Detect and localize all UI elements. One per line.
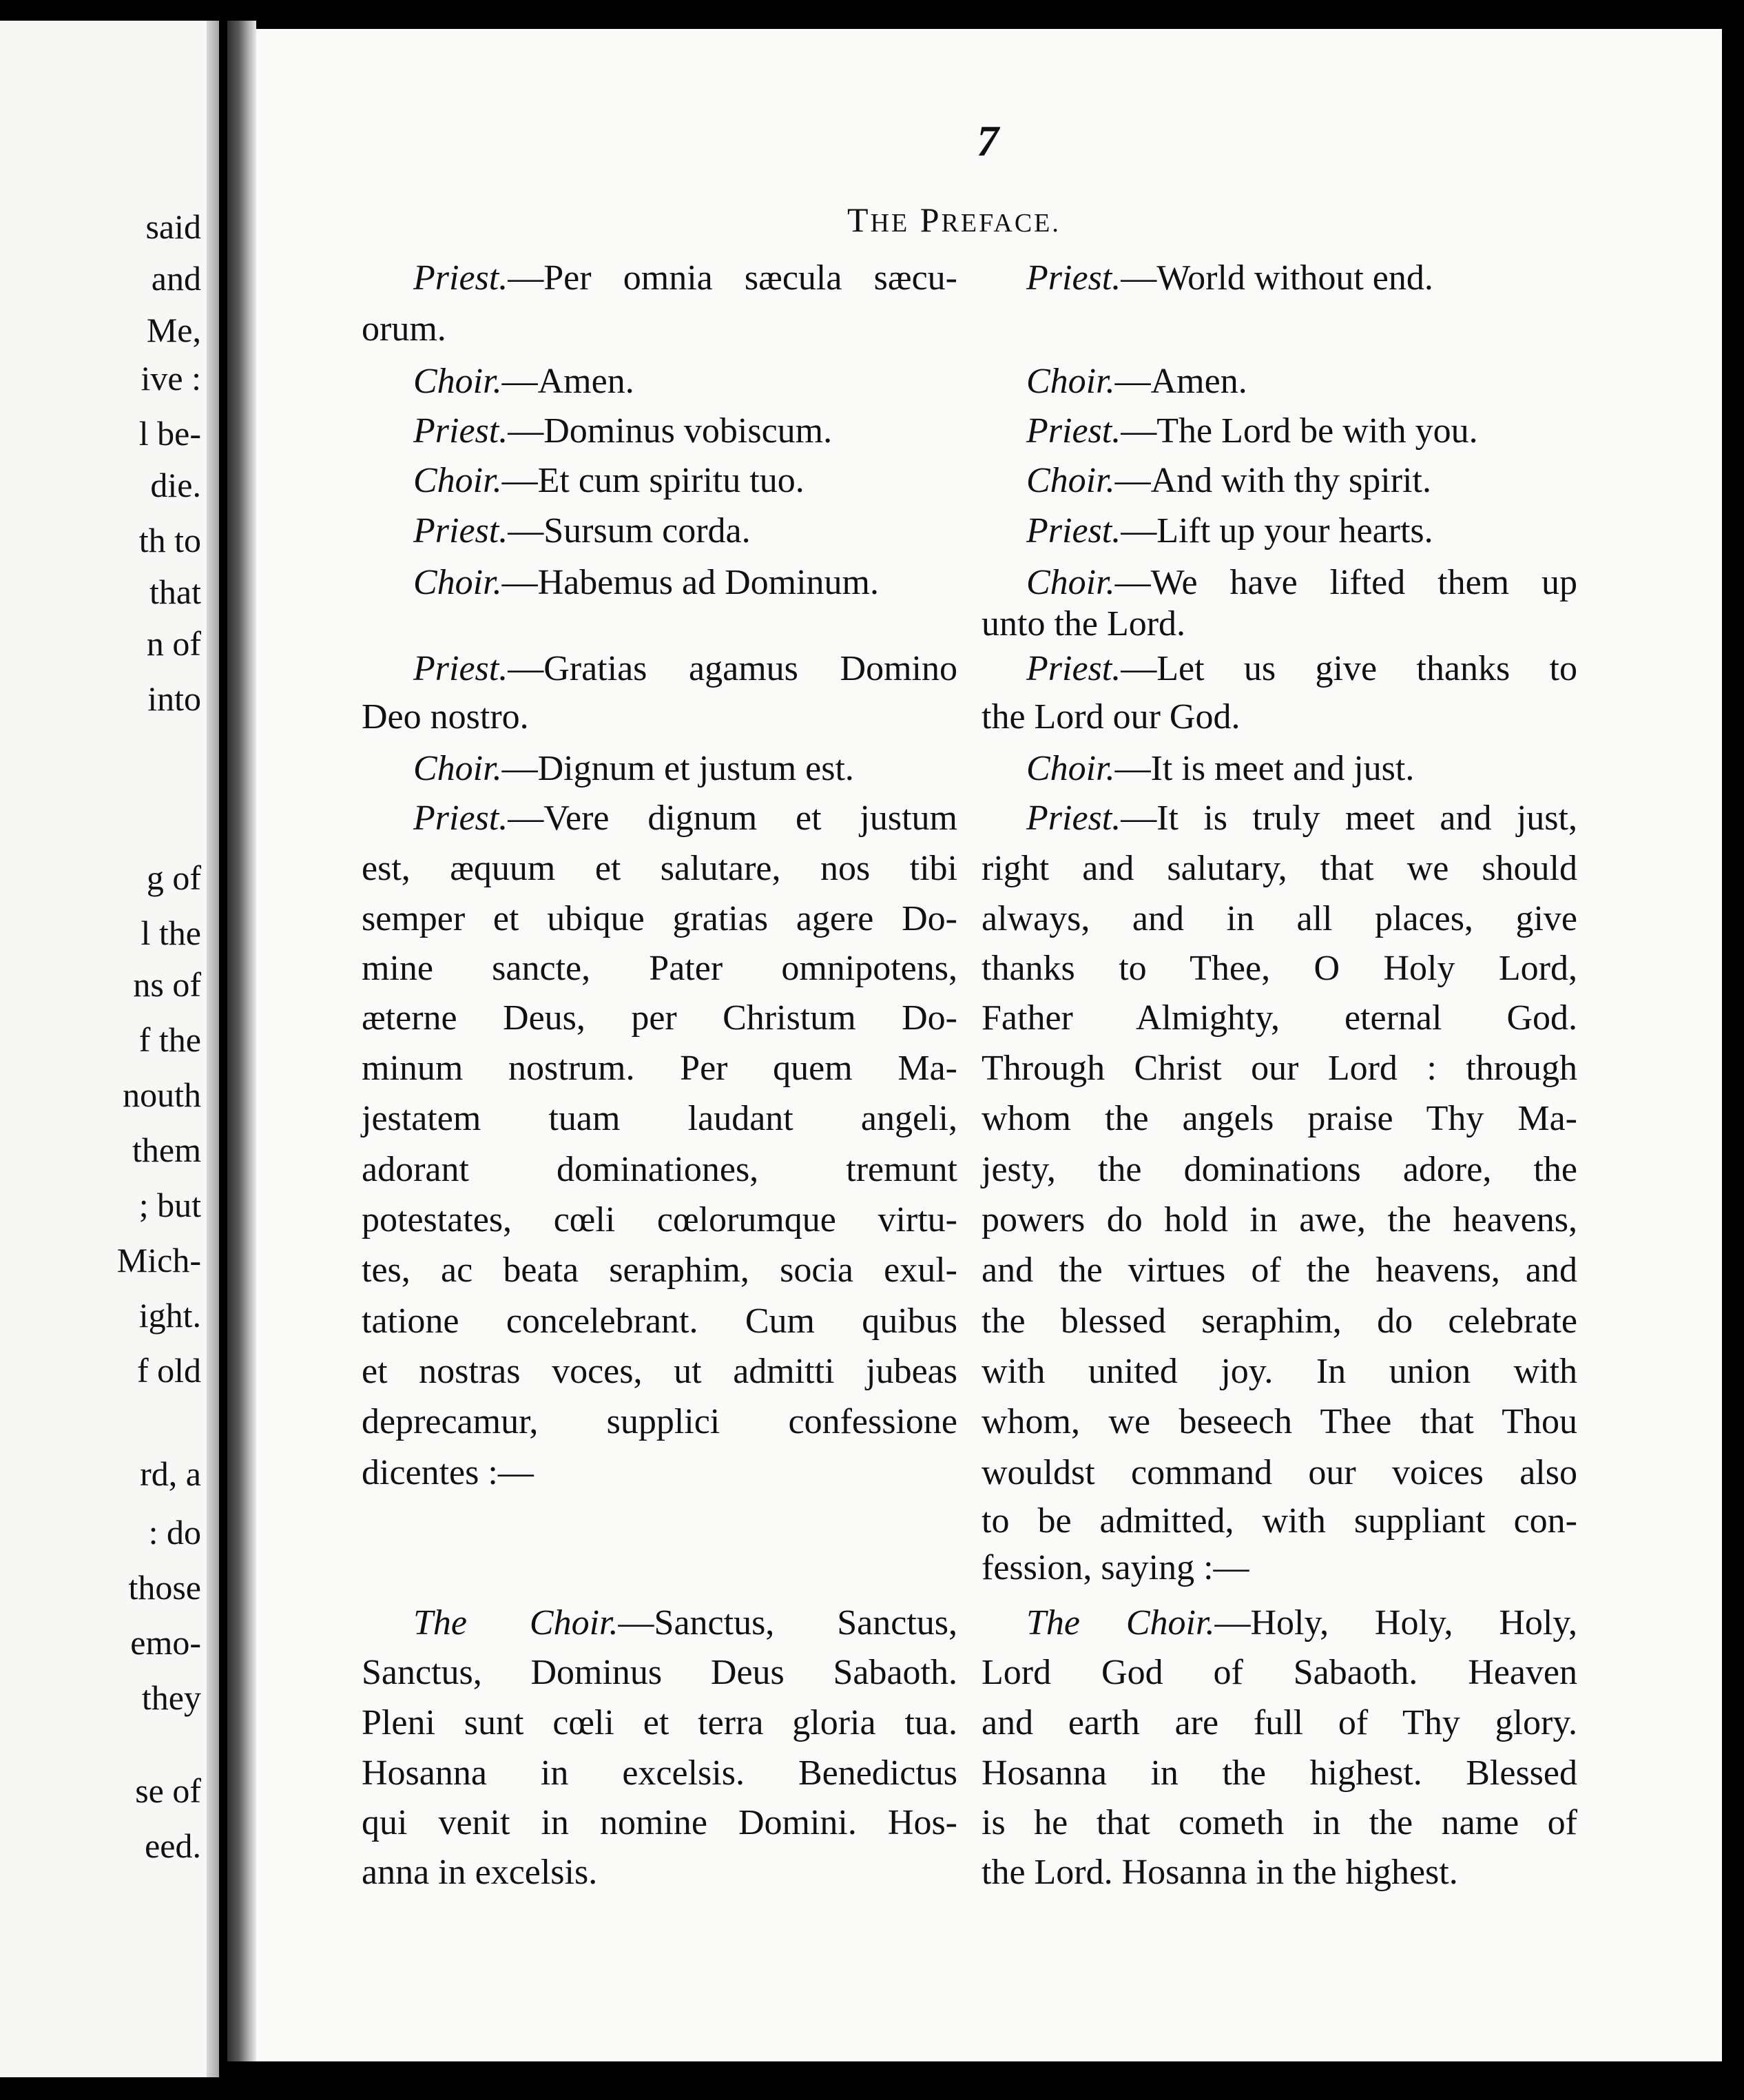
left-page-fragment: those: [128, 1568, 201, 1607]
line-text: —Vere dignum et justum: [508, 799, 957, 838]
text-line: [1026, 565, 1577, 601]
line-text: wouldst command our voices also: [982, 1453, 1577, 1492]
left-page-fragment: they: [141, 1678, 201, 1717]
speaker-label: Priest.: [413, 649, 508, 688]
line-text: with united joy. In union with: [982, 1352, 1577, 1391]
text-line: [1026, 463, 1431, 499]
line-text: potestates, cœli cœlorumque virtu-: [362, 1200, 957, 1239]
text-line: [982, 851, 1577, 887]
text-line: [362, 901, 957, 937]
line-text: Lord God of Sabaoth. Heaven: [982, 1653, 1577, 1692]
line-text: —World without end.: [1121, 258, 1433, 298]
text-line: [1026, 1605, 1577, 1641]
text-line: [413, 1605, 957, 1641]
left-page-fragment: l the: [141, 914, 201, 952]
text-line: [982, 1202, 1577, 1238]
line-text: Hosanna in excelsis. Benedictus: [362, 1753, 957, 1793]
text-line: [413, 565, 879, 601]
speaker-label: Choir.: [413, 563, 502, 602]
left-page-fragment: ive :: [141, 359, 201, 398]
line-text: —Dominus vobiscum.: [508, 411, 833, 451]
text-line: [982, 901, 1577, 937]
line-text: tes, ac beata seraphim, socia exul-: [362, 1250, 957, 1290]
text-line: [362, 1301, 957, 1341]
speaker-label: Choir.: [413, 749, 502, 788]
text-line: [413, 413, 832, 449]
line-text: jesty, the dominations adore, the: [982, 1150, 1577, 1189]
left-page-fragment: into: [147, 679, 201, 718]
line-text: —Dignum et justum est.: [501, 749, 854, 788]
speaker-label: Choir.: [413, 461, 502, 500]
line-text: tatione concelebrant. Cum quibus: [362, 1301, 957, 1341]
speaker-label: Choir.: [1026, 461, 1115, 500]
text-line: [413, 463, 804, 499]
page-number: 7: [977, 116, 999, 165]
line-text: mine sancte, Pater omnipotens,: [362, 949, 957, 988]
speaker-label: Priest.: [413, 511, 508, 550]
line-text: unto the Lord.: [982, 604, 1186, 644]
line-text: always, and in all places, give: [982, 899, 1577, 938]
left-page-fragment: l be-: [138, 414, 201, 453]
line-text: and earth are full of Thy glory.: [982, 1703, 1577, 1742]
line-text: —Habemus ad Dominum.: [501, 563, 879, 602]
text-line: [362, 699, 529, 735]
line-text: —It is truly meet and just,: [1121, 799, 1577, 838]
text-line: [1026, 413, 1478, 449]
line-text: the Lord our God.: [982, 697, 1240, 737]
line-text: to be admitted, with suppliant con-: [982, 1501, 1577, 1541]
text-line: [362, 1250, 957, 1290]
line-text: Hosanna in the highest. Blessed: [982, 1753, 1577, 1793]
text-line: [982, 1000, 1577, 1036]
text-line: [362, 1753, 957, 1793]
text-line: [982, 1051, 1577, 1087]
line-text: the Lord. Hosanna in the highest.: [982, 1853, 1458, 1892]
speaker-label: The Choir.: [413, 1603, 619, 1643]
line-text: Sanctus, Dominus Deus Sabaoth.: [362, 1653, 957, 1692]
text-line: [413, 801, 957, 836]
text-line: [982, 1455, 1577, 1491]
line-text: —Let us give thanks to: [1121, 649, 1577, 688]
left-page-fragment: that: [149, 573, 201, 611]
text-line: [1026, 513, 1433, 549]
text-line: [362, 1101, 957, 1137]
text-line: [362, 851, 957, 887]
text-line: [982, 951, 1577, 987]
line-text: Through Christ our Lord : through: [982, 1049, 1577, 1088]
line-text: and the virtues of the heavens, and: [982, 1250, 1577, 1290]
text-line: [982, 1152, 1577, 1188]
text-line: [982, 1404, 1577, 1440]
line-text: Pleni sunt cœli et terra gloria tua.: [362, 1703, 957, 1742]
text-line: [1026, 801, 1577, 836]
text-line: [362, 1705, 957, 1741]
left-page-fragment: : do: [148, 1513, 201, 1552]
left-page-fragment: nouth: [123, 1075, 201, 1114]
line-text: —Holy, Holy, Holy,: [1214, 1603, 1577, 1643]
line-text: orum.: [362, 309, 446, 349]
text-line: [362, 1805, 957, 1841]
left-page-fragment: g of: [146, 858, 201, 897]
left-page-fragment: f old: [136, 1351, 201, 1390]
speaker-label: Choir.: [1026, 362, 1115, 401]
line-text: minum nostrum. Per quem Ma-: [362, 1049, 957, 1088]
left-page-fragment: f the: [138, 1020, 201, 1059]
left-page-fragment: ; but: [138, 1186, 201, 1224]
line-text: fession, saying :—: [982, 1548, 1249, 1587]
line-text: æterne Deus, per Christum Do-: [362, 998, 957, 1038]
text-line: [362, 1404, 957, 1440]
line-text: deprecamur, supplici confessione: [362, 1402, 957, 1441]
left-page-fragment: rd, a: [140, 1454, 201, 1493]
line-text: —Et cum spiritu tuo.: [501, 461, 804, 500]
section-title: THE PREFACE.: [847, 200, 1061, 239]
text-line: [413, 364, 634, 400]
line-text: the blessed seraphim, do celebrate: [982, 1301, 1577, 1341]
left-page-fragment: th to: [138, 521, 201, 559]
text-line: [362, 1855, 597, 1891]
text-line: [1026, 260, 1433, 296]
line-text: —Lift up your hearts.: [1121, 511, 1433, 550]
text-line: [982, 1301, 1577, 1341]
line-text: thanks to Thee, O Holy Lord,: [982, 949, 1577, 988]
speaker-label: Priest.: [1026, 511, 1121, 550]
line-text: Deo nostro.: [362, 697, 529, 737]
left-page-fragment: emo-: [130, 1623, 201, 1662]
line-text: est, æquum et salutare, nos tibi: [362, 849, 957, 888]
text-line: [362, 1051, 957, 1087]
left-page-fragment: die.: [150, 466, 201, 504]
line-text: —We have lifted them up: [1114, 563, 1577, 602]
text-line: [413, 260, 957, 296]
speaker-label: Priest.: [1026, 258, 1121, 298]
book-spine: [227, 21, 256, 2061]
speaker-label: Priest.: [1026, 649, 1121, 688]
speaker-label: Choir.: [413, 362, 502, 401]
line-text: —Sanctus, Sanctus,: [618, 1603, 958, 1643]
left-page-fragment: Me,: [146, 311, 201, 349]
text-line: [982, 1805, 1577, 1841]
text-line: [982, 1655, 1577, 1691]
speaker-label: Choir.: [1026, 563, 1115, 602]
line-text: —Amen.: [1114, 362, 1247, 401]
line-text: et nostras voces, ut admitti jubeas: [362, 1352, 957, 1391]
text-line: [982, 1550, 1249, 1586]
left-page-edge: [0, 21, 219, 2077]
text-line: [982, 1503, 1577, 1539]
speaker-label: Priest.: [413, 258, 508, 298]
speaker-label: The Choir.: [1026, 1603, 1215, 1643]
text-line: [1026, 651, 1577, 687]
left-page-fragment: them: [132, 1131, 201, 1169]
text-line: [982, 1855, 1458, 1891]
text-line: [1026, 751, 1414, 787]
line-text: whom the angels praise Thy Ma-: [982, 1099, 1577, 1138]
text-line: [982, 1753, 1577, 1793]
line-text: dicentes :—: [362, 1453, 534, 1492]
text-line: [982, 606, 1185, 642]
left-page-fragment: n of: [146, 624, 201, 663]
left-page-fragment: ns of: [133, 965, 201, 1004]
line-text: qui venit in nomine Domini. Hos-: [362, 1803, 957, 1842]
speaker-label: Priest.: [413, 799, 508, 838]
left-page-fragment: and: [151, 259, 201, 298]
line-text: right and salutary, that we should: [982, 849, 1577, 888]
text-line: [413, 751, 854, 787]
text-line: [982, 1250, 1577, 1290]
left-page-fragment: said: [145, 207, 201, 246]
left-page-fragment: se of: [135, 1771, 201, 1810]
line-text: —Per omnia sæcula sæcu-: [508, 258, 957, 298]
text-line: [413, 513, 751, 549]
text-line: [982, 699, 1240, 735]
left-page-fold: [207, 21, 219, 2077]
left-page-fragment: Mich-: [116, 1241, 201, 1279]
text-line: [982, 1705, 1577, 1741]
text-line: [362, 951, 957, 987]
text-line: [982, 1101, 1577, 1137]
line-text: powers do hold in awe, the heavens,: [982, 1200, 1577, 1239]
line-text: Father Almighty, eternal God.: [982, 998, 1577, 1038]
speaker-label: Choir.: [1026, 749, 1115, 788]
line-text: whom, we beseech Thee that Thou: [982, 1402, 1577, 1441]
speaker-label: Priest.: [413, 411, 508, 451]
line-text: —It is meet and just.: [1114, 749, 1415, 788]
text-line: [362, 1354, 957, 1390]
line-text: adorant dominationes, tremunt: [362, 1150, 957, 1189]
speaker-label: Priest.: [1026, 799, 1121, 838]
left-page-fragment: ight.: [138, 1296, 201, 1335]
text-line: [362, 1202, 957, 1238]
text-line: [362, 1152, 957, 1188]
line-text: semper et ubique gratias agere Do-: [362, 899, 957, 938]
text-line: [413, 651, 957, 687]
text-line: [362, 1000, 957, 1036]
line-text: jestatem tuam laudant angeli,: [362, 1099, 957, 1138]
line-text: —The Lord be with you.: [1121, 411, 1478, 451]
text-line: [362, 1655, 957, 1691]
text-line: [362, 1455, 534, 1491]
line-text: is he that cometh in the name of: [982, 1803, 1577, 1842]
line-text: —And with thy spirit.: [1114, 461, 1431, 500]
line-text: —Sursum corda.: [508, 511, 751, 550]
line-text: —Gratias agamus Domino: [508, 649, 957, 688]
text-line: [982, 1354, 1577, 1390]
left-page-fragment: eed.: [145, 1826, 201, 1865]
line-text: —Amen.: [501, 362, 634, 401]
line-text: anna in excelsis.: [362, 1853, 598, 1892]
speaker-label: Priest.: [1026, 411, 1121, 451]
text-line: [1026, 364, 1247, 400]
text-line: [362, 311, 446, 347]
